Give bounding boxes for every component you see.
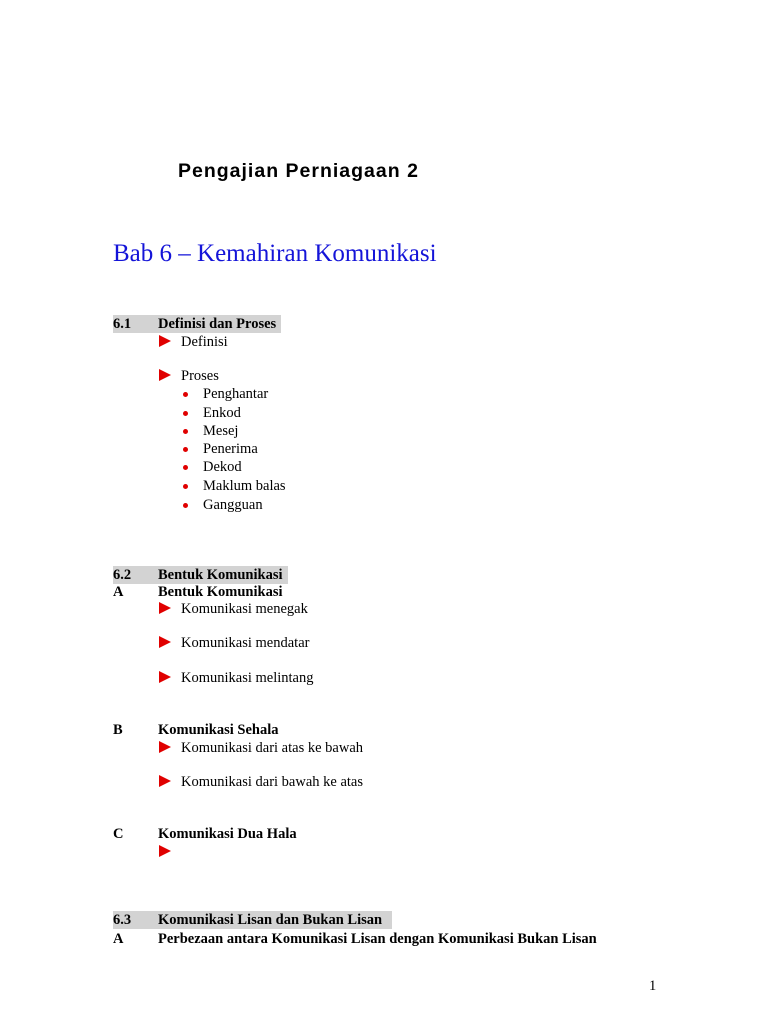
chapter-heading: Bab 6 – Kemahiran Komunikasi <box>113 240 437 267</box>
process-step-label: Enkod <box>203 405 241 421</box>
section-title: Komunikasi Lisan dan Bukan Lisan <box>158 912 383 928</box>
page-number: 1 <box>649 978 657 994</box>
subject-title: Pengajian Perniagaan 2 <box>178 160 419 182</box>
process-step-label: Penghantar <box>203 386 269 402</box>
red-dot-icon <box>183 392 188 397</box>
section-number: 6.3 <box>113 912 132 928</box>
list-item-label: Komunikasi mendatar <box>181 635 310 651</box>
subsection-letter: A <box>113 931 124 947</box>
subsection-letter: B <box>113 722 123 738</box>
red-dot-icon <box>183 447 188 452</box>
subsection-letter: A <box>113 584 124 600</box>
red-triangle-arrow-icon <box>159 602 171 614</box>
red-triangle-arrow-icon <box>159 671 171 683</box>
red-dot-icon <box>183 503 188 508</box>
red-triangle-arrow-icon <box>159 845 171 857</box>
subsection-title: Komunikasi Sehala <box>158 722 279 738</box>
subsection-title: Perbezaan antara Komunikasi Lisan dengan Komunikasi Bukan Lisan <box>158 931 597 947</box>
list-item-label: Komunikasi dari bawah ke atas <box>181 774 364 790</box>
red-dot-icon <box>183 411 188 416</box>
list-item-label: Definisi <box>181 334 228 350</box>
subsection-letter: C <box>113 826 124 842</box>
red-triangle-arrow-icon <box>159 335 171 347</box>
red-triangle-arrow-icon <box>159 636 171 648</box>
list-item-label: Komunikasi menegak <box>181 601 308 617</box>
section-number: 6.2 <box>113 567 132 583</box>
list-item-label: Proses <box>181 368 219 384</box>
process-step-label: Maklum balas <box>203 478 286 494</box>
process-step-label: Gangguan <box>203 497 263 513</box>
red-triangle-arrow-icon <box>159 369 171 381</box>
list-item-label: Komunikasi dari atas ke bawah <box>181 740 364 756</box>
section-title: Bentuk Komunikasi <box>158 567 283 583</box>
red-dot-icon <box>183 429 188 434</box>
red-dot-icon <box>183 484 188 489</box>
section-title: Definisi dan Proses <box>158 316 277 332</box>
section-number: 6.1 <box>113 316 132 332</box>
process-step-label: Penerima <box>203 441 258 457</box>
subsection-title: Bentuk Komunikasi <box>158 584 283 600</box>
list-item-label: Komunikasi melintang <box>181 670 314 686</box>
process-step-label: Dekod <box>203 459 242 475</box>
red-triangle-arrow-icon <box>159 775 171 787</box>
process-step-label: Mesej <box>203 423 239 439</box>
subsection-title: Komunikasi Dua Hala <box>158 826 297 842</box>
red-triangle-arrow-icon <box>159 741 171 753</box>
red-dot-icon <box>183 465 188 470</box>
